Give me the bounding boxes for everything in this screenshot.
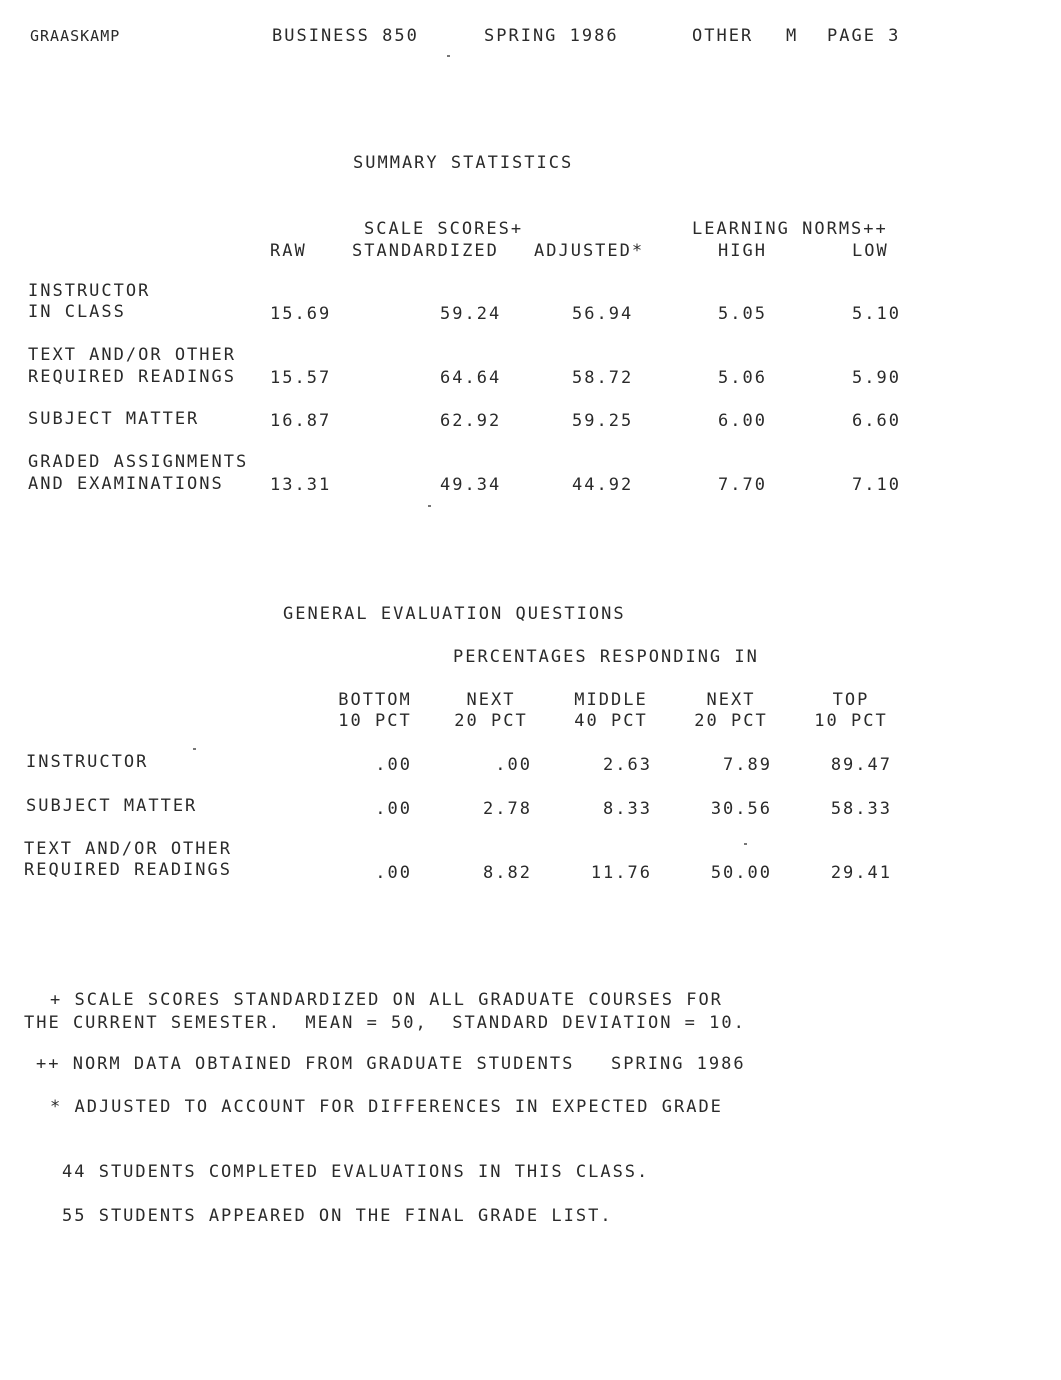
scan-speck <box>193 748 196 750</box>
value-next1: 2.78 <box>483 799 532 819</box>
value-bottom: .00 <box>375 755 412 775</box>
row-label-line2: REQUIRED READINGS <box>24 860 232 880</box>
scan-speck <box>447 55 450 57</box>
value-low: 7.10 <box>852 475 901 495</box>
value-next2: 30.56 <box>710 799 772 819</box>
value-high: 5.05 <box>718 304 767 324</box>
value-adjusted: 58.72 <box>572 368 634 388</box>
value-bottom: .00 <box>375 799 412 819</box>
row-label-line2: IN CLASS <box>28 302 126 322</box>
value-adjusted: 44.92 <box>572 475 634 495</box>
value-middle: 8.33 <box>603 799 652 819</box>
footnote-scale-line2: THE CURRENT SEMESTER. MEAN = 50, STANDARD DEVIATION = 10. <box>24 1013 746 1033</box>
value-next2: 50.00 <box>710 863 772 883</box>
value-next2: 7.89 <box>723 755 772 775</box>
footnote-adjusted: * ADJUSTED TO ACCOUNT FOR DIFFERENCES IN EXPECTED GRADE <box>50 1097 723 1117</box>
evaluation-title: GENERAL EVALUATION QUESTIONS <box>283 604 626 624</box>
col-next1-line2: 20 PCT <box>454 711 528 731</box>
col-top-line1: TOP <box>832 690 870 710</box>
row-label-line1: GRADED ASSIGNMENTS <box>28 452 249 472</box>
value-raw: 15.57 <box>270 368 332 388</box>
course-name: BUSINESS 850 <box>272 26 419 46</box>
row-label-line1: INSTRUCTOR <box>26 752 149 772</box>
row-label-line2: AND EXAMINATIONS <box>28 474 224 494</box>
learning-norms-heading: LEARNING NORMS++ <box>692 219 888 239</box>
value-top: 29.41 <box>830 863 892 883</box>
col-bottom-line2: 10 PCT <box>338 711 412 731</box>
value-low: 5.10 <box>852 304 901 324</box>
instructor-name: GRAASKAMP <box>30 27 121 45</box>
page-number: PAGE 3 <box>827 26 901 46</box>
summary-title: SUMMARY STATISTICS <box>353 153 574 173</box>
value-high: 5.06 <box>718 368 767 388</box>
value-standardized: 64.64 <box>440 368 502 388</box>
value-raw: 13.31 <box>270 475 332 495</box>
group-label: OTHER <box>692 26 754 46</box>
scale-scores-heading: SCALE SCORES+ <box>364 219 524 239</box>
col-next2-line1: NEXT <box>706 690 756 710</box>
col-middle-line1: MIDDLE <box>574 690 648 710</box>
evaluation-subtitle: PERCENTAGES RESPONDING IN <box>453 647 759 667</box>
row-label-line1: SUBJECT MATTER <box>26 796 198 816</box>
col-raw: RAW <box>270 241 307 261</box>
value-standardized: 59.24 <box>440 304 502 324</box>
footnote-norms: ++ NORM DATA OBTAINED FROM GRADUATE STUDENTS SPRING 1986 <box>36 1054 746 1074</box>
footnote-scale-line1: + SCALE SCORES STANDARDIZED ON ALL GRADUATE COURSES FOR <box>50 990 723 1010</box>
col-high: HIGH <box>718 241 767 261</box>
students-completed: 44 STUDENTS COMPLETED EVALUATIONS IN THIS CLASS. <box>62 1162 650 1182</box>
value-top: 58.33 <box>830 799 892 819</box>
value-high: 6.00 <box>718 411 767 431</box>
scan-speck <box>744 843 747 845</box>
value-bottom: .00 <box>375 863 412 883</box>
value-low: 5.90 <box>852 368 901 388</box>
value-top: 89.47 <box>830 755 892 775</box>
row-label-line1: TEXT AND/OR OTHER <box>24 839 232 859</box>
value-middle: 11.76 <box>590 863 652 883</box>
col-top-line2: 10 PCT <box>814 711 888 731</box>
value-raw: 15.69 <box>270 304 332 324</box>
value-adjusted: 56.94 <box>572 304 634 324</box>
term: SPRING 1986 <box>484 26 619 46</box>
row-label-line1: TEXT AND/OR OTHER <box>28 345 236 365</box>
row-label-line1: SUBJECT MATTER <box>28 409 200 429</box>
scan-speck <box>428 505 431 507</box>
value-next1: .00 <box>495 755 532 775</box>
row-label-line1: INSTRUCTOR <box>28 281 151 301</box>
value-standardized: 62.92 <box>440 411 502 431</box>
value-low: 6.60 <box>852 411 901 431</box>
value-middle: 2.63 <box>603 755 652 775</box>
value-high: 7.70 <box>718 475 767 495</box>
col-standardized: STANDARDIZED <box>352 241 499 261</box>
col-middle-line2: 40 PCT <box>574 711 648 731</box>
value-adjusted: 59.25 <box>572 411 634 431</box>
value-raw: 16.87 <box>270 411 332 431</box>
col-next2-line2: 20 PCT <box>694 711 768 731</box>
col-adjusted: ADJUSTED* <box>534 241 645 261</box>
students-appeared: 55 STUDENTS APPEARED ON THE FINAL GRADE LIST. <box>62 1206 613 1226</box>
col-low: LOW <box>852 241 889 261</box>
row-label-line2: REQUIRED READINGS <box>28 367 236 387</box>
col-next1-line1: NEXT <box>466 690 516 710</box>
group-letter: M <box>786 26 799 46</box>
col-bottom-line1: BOTTOM <box>338 690 412 710</box>
value-next1: 8.82 <box>483 863 532 883</box>
value-standardized: 49.34 <box>440 475 502 495</box>
